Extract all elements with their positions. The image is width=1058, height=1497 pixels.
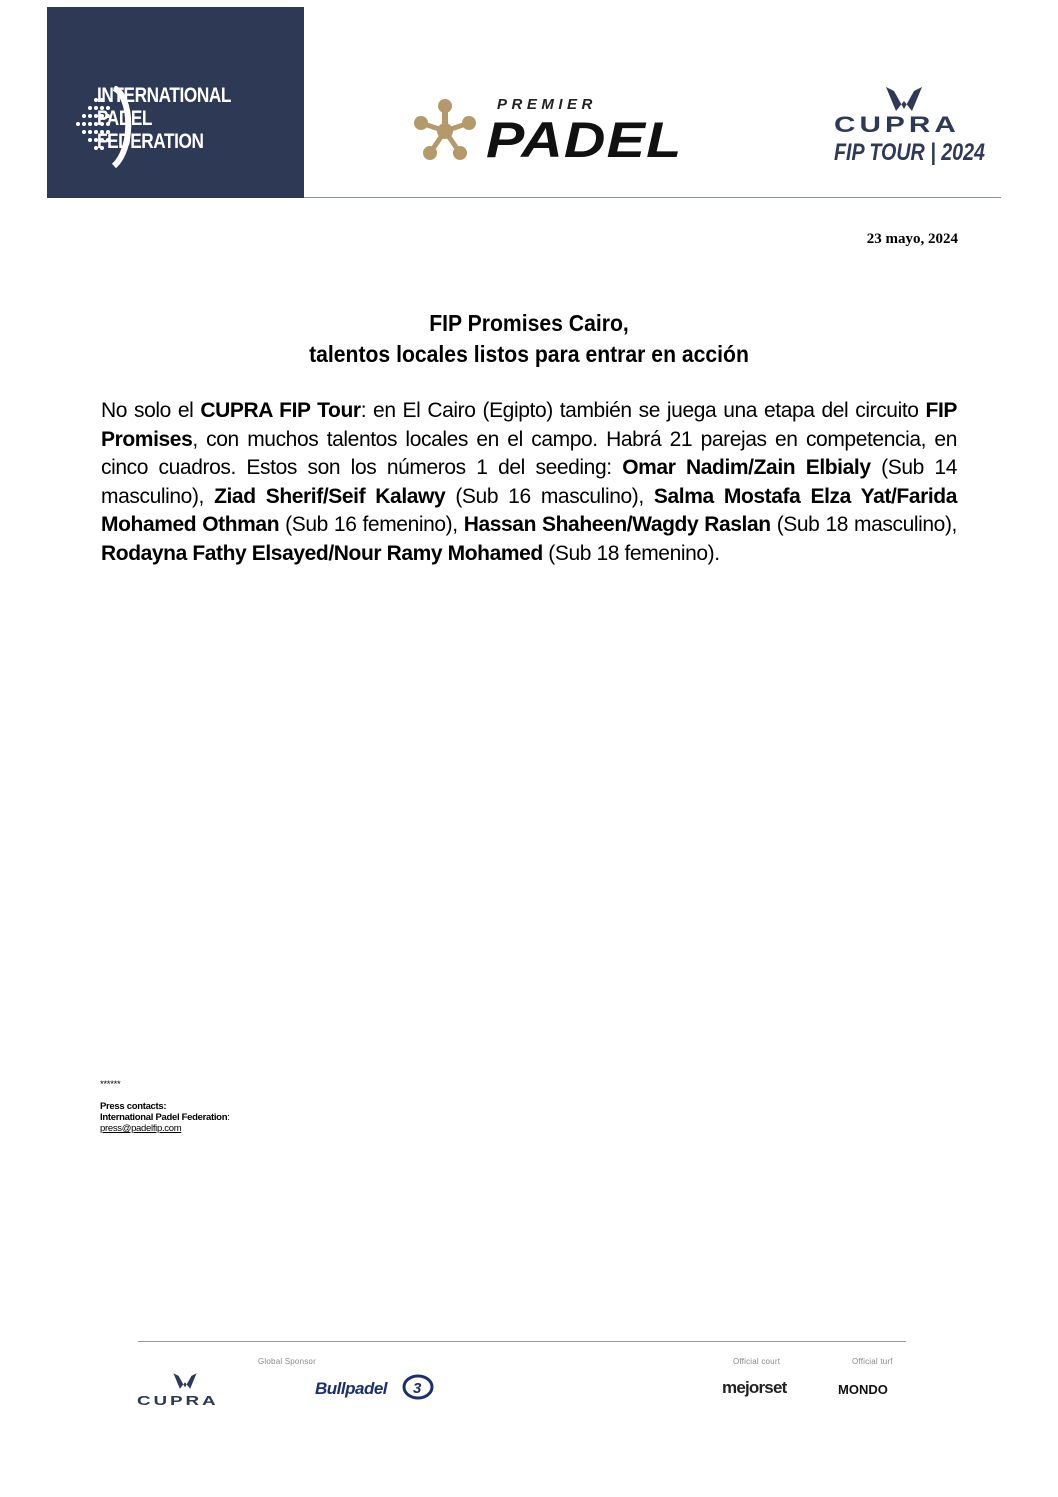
official-court-label: Official court: [733, 1357, 781, 1366]
official-turf-label: Official turf: [852, 1357, 893, 1366]
body-text: (Sub 16 masculino),: [445, 484, 654, 508]
ipf-logo-text: [97, 84, 231, 153]
document-title: [100, 308, 958, 370]
ipf-line-2: PADEL: [97, 107, 153, 130]
body-text: No solo el: [101, 399, 201, 422]
bullpadel-wordmark: Bullpadel: [315, 1379, 388, 1398]
document-date: 23 mayo, 2024: [866, 231, 958, 247]
ipf-line-3: FEDERATION: [97, 130, 204, 153]
premier-padel-flower-icon: [412, 98, 478, 164]
footer-divider: [138, 1341, 906, 1342]
body-bold: Omar Nadim/Zain Elbialy: [622, 456, 871, 479]
body-text: , con muchos talentos locales en el campo. Habrá 21 parejas en competencia, en cinco cuadros. Estos son los números 1 del seeding:: [101, 427, 957, 479]
body-bold: FIP Promises: [101, 399, 957, 451]
title-line-2: talentos locales listos para entrar en acción: [309, 341, 749, 367]
body-text: (Sub 16 femenino),: [279, 513, 464, 536]
body-text: (Sub 18 femenino).: [542, 541, 720, 565]
press-contacts: [100, 1079, 230, 1134]
header-divider: [304, 197, 1001, 198]
body-text: : en El Cairo (Egipto) también se juega una etapa del circuito: [360, 399, 926, 422]
body-bold: Rodayna Fathy Elsayed/Nour Ramy Mohamed: [101, 541, 543, 565]
body-text: (Sub 14 masculino),: [101, 456, 957, 508]
body-paragraph: [101, 397, 957, 568]
body-text: (Sub 18 masculino),: [770, 513, 957, 536]
global-sponsor-label: Global Sponsor: [258, 1357, 316, 1366]
ipf-line-1: INTERNATIONAL: [97, 84, 232, 107]
body-bold: Salma Mostafa Elza Yat/Farida Mohamed Othman: [101, 484, 958, 536]
footer-cupra-emblem-icon: [172, 1372, 198, 1390]
body-bold: Hassan Shaheen/Wagdy Raslan: [463, 513, 771, 536]
cupra-emblem-icon: [884, 85, 924, 113]
title-line-1: FIP Promises Cairo,: [429, 310, 629, 336]
mondo-wordmark: MONDO: [838, 1382, 888, 1397]
fip-tour-2024-wordmark: FIP TOUR | 2024: [834, 139, 985, 166]
bullpadel-badge-icon: [402, 1374, 434, 1400]
footer-cupra-wordmark: CUPRA: [137, 1393, 219, 1408]
press-org: International Padel Federation: [100, 1112, 228, 1123]
press-email-link[interactable]: press@padelfip.com: [100, 1123, 182, 1134]
press-org-suffix: :: [227, 1112, 230, 1123]
premier-wordmark: PREMIER: [497, 96, 597, 113]
press-heading: Press contacts:: [100, 1101, 167, 1112]
body-bold: Ziad Sherif/Seif Kalawy: [214, 484, 446, 508]
body-bold: CUPRA FIP Tour: [200, 399, 361, 422]
padel-wordmark: PADEL: [486, 112, 683, 168]
mejorset-wordmark: mejorset: [722, 1378, 787, 1397]
svg-text:3: 3: [413, 1380, 422, 1397]
separator: ******: [100, 1079, 121, 1090]
cupra-wordmark: CUPRA: [834, 112, 960, 137]
